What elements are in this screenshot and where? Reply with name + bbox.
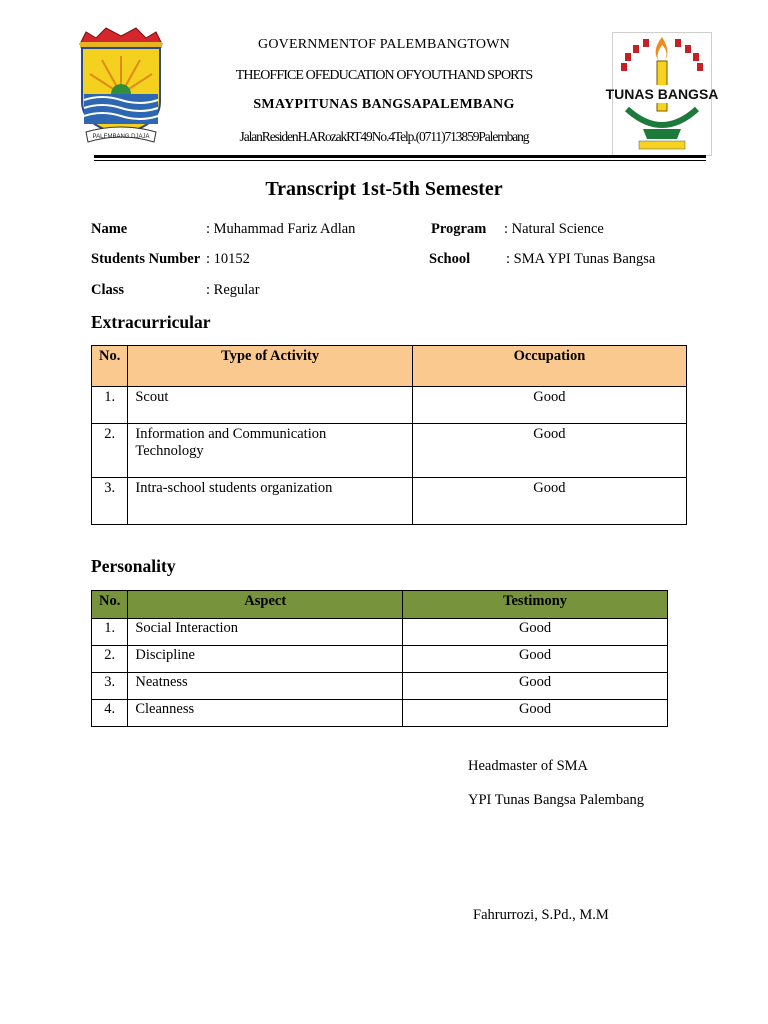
cell-no: 2. xyxy=(92,646,128,673)
school-value: : SMA YPI Tunas Bangsa xyxy=(506,251,656,267)
cell-no: 2. xyxy=(92,424,128,478)
cell-testimony: Good xyxy=(403,700,668,727)
personality-table xyxy=(91,590,668,727)
header-testimony: Testimony xyxy=(403,591,668,619)
table-row xyxy=(92,700,668,727)
cell-no: 1. xyxy=(92,619,128,646)
cell-testimony: Good xyxy=(403,619,668,646)
student-number-value: : 10152 xyxy=(206,251,250,267)
cell-activity: Intra-school students organization xyxy=(128,478,412,525)
header-rule-thin xyxy=(94,160,706,161)
cell-occupation: Good xyxy=(412,387,686,424)
school-label: School xyxy=(429,251,471,267)
table-row xyxy=(92,619,668,646)
table-row xyxy=(92,424,687,478)
table-row xyxy=(92,478,687,525)
extracurricular-heading: Extracurricular xyxy=(91,312,211,332)
header-no: No. xyxy=(92,346,128,387)
header-aspect: Aspect xyxy=(128,591,403,619)
program-value: : Natural Science xyxy=(504,221,604,237)
signatory-name: Fahrurrozi, S.Pd., M.M xyxy=(473,907,609,923)
table-header-row xyxy=(92,346,687,387)
program-label: Program xyxy=(431,221,487,237)
cell-activity: Scout xyxy=(128,387,412,424)
signature-title-line1: Headmaster of SMA xyxy=(468,758,589,774)
page-title: Transcript 1st-5th Semester xyxy=(265,178,503,200)
table-row xyxy=(92,673,668,700)
cell-occupation: Good xyxy=(412,424,686,478)
cell-no: 3. xyxy=(92,478,128,525)
logo-lettering: TUNAS BANGSA xyxy=(605,86,719,102)
name-value: : Muhammad Fariz Adlan xyxy=(206,221,356,237)
cell-no: 4. xyxy=(92,700,128,727)
cell-no: 1. xyxy=(92,387,128,424)
cell-testimony: Good xyxy=(403,673,668,700)
table-row xyxy=(92,646,668,673)
table-row xyxy=(92,387,687,424)
cell-activity: Information and Communication Technology xyxy=(128,424,412,478)
letterhead-school: SMAYPITUNAS BANGSAPALEMBANG xyxy=(253,97,515,112)
emblem-motto: PALEMBANG DJAJA xyxy=(92,134,150,140)
cell-no: 3. xyxy=(92,673,128,700)
header-occupation: Occupation xyxy=(412,346,686,387)
letterhead-government: GOVERNMENTOF PALEMBANGTOWN xyxy=(258,37,510,52)
cell-aspect: Cleanness xyxy=(128,700,403,727)
header-no: No. xyxy=(92,591,128,619)
student-number-label: Students Number xyxy=(91,251,201,267)
class-label: Class xyxy=(91,282,125,298)
extracurricular-table xyxy=(91,345,687,525)
name-label: Name xyxy=(91,221,128,237)
cell-occupation: Good xyxy=(412,478,686,525)
class-value: : Regular xyxy=(206,282,260,298)
personality-heading: Personality xyxy=(91,556,176,576)
header-rule-thick xyxy=(94,155,706,158)
cell-aspect: Discipline xyxy=(128,646,403,673)
letterhead-address: JalanResidenH.ARozakRT49No.4Telp.(0711)713859Palembang xyxy=(239,129,529,144)
signature-title-line2: YPI Tunas Bangsa Palembang xyxy=(468,792,645,808)
header-type-of-activity: Type of Activity xyxy=(128,346,412,387)
cell-aspect: Neatness xyxy=(128,673,403,700)
table-header-row xyxy=(92,591,668,619)
letterhead-office: THEOFFICE OFEDUCATION OFYOUTHAND SPORTS xyxy=(235,68,533,83)
cell-aspect: Social Interaction xyxy=(128,619,403,646)
cell-testimony: Good xyxy=(403,646,668,673)
